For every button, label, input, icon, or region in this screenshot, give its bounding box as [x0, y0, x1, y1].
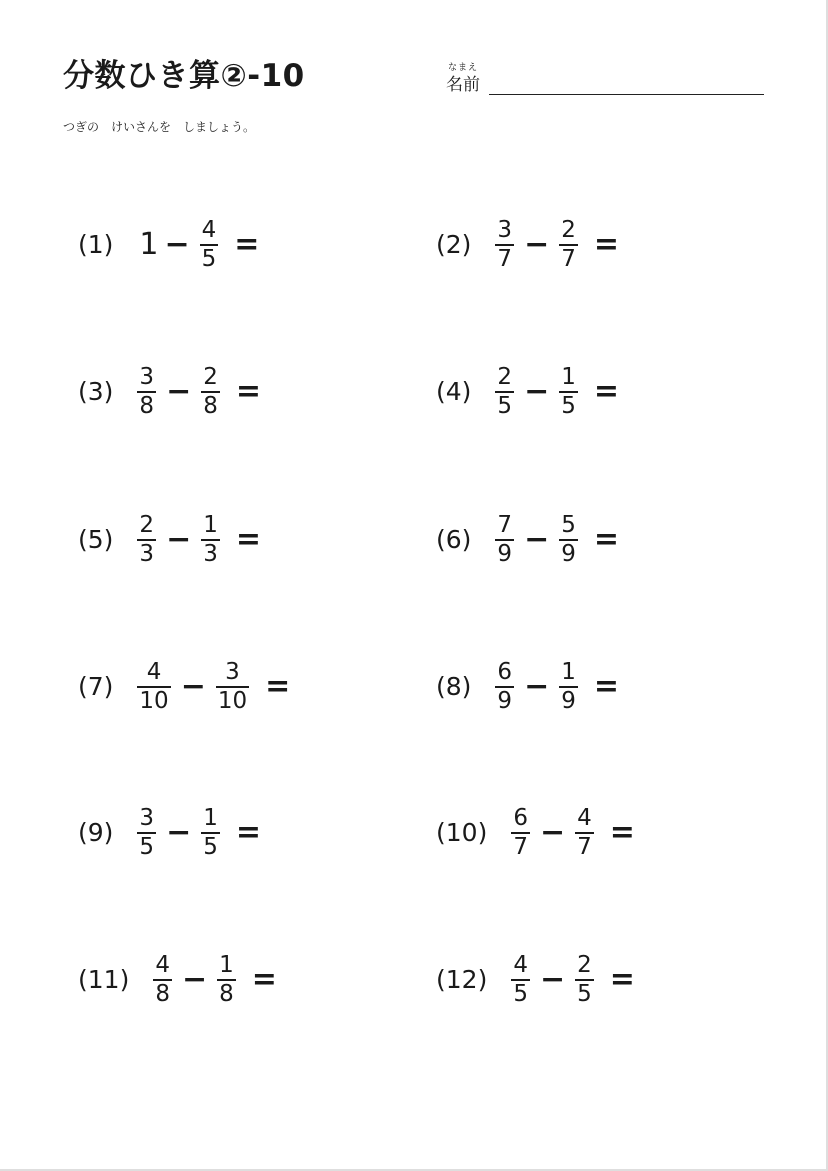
problem-number: (3) [78, 376, 114, 406]
minus-sign: − [166, 521, 192, 557]
instruction-text: つぎの けいさんを しましょう。 [63, 120, 256, 134]
minus-sign: − [524, 373, 550, 409]
denominator: 3 [139, 540, 155, 567]
subtrahend-fraction [216, 660, 249, 713]
subtrahend-fraction [559, 365, 578, 418]
minus-sign: − [166, 814, 192, 850]
minuend-fraction [511, 806, 530, 859]
problem-7 [78, 658, 290, 714]
problem-number: (4) [436, 376, 472, 406]
numerator: 7 [497, 511, 513, 538]
denominator: 5 [203, 833, 218, 860]
subtrahend-fraction [201, 806, 220, 859]
equals-sign: = [234, 226, 260, 262]
minus-sign: − [524, 668, 550, 704]
denominator: 7 [561, 245, 576, 272]
denominator: 3 [203, 540, 218, 567]
numerator: 2 [577, 951, 592, 978]
minuend-fraction [495, 218, 514, 271]
minuend-fraction [495, 513, 514, 566]
denominator: 8 [219, 980, 234, 1007]
denominator: 9 [561, 687, 576, 714]
name-label: 名前 [446, 75, 480, 95]
denominator: 10 [217, 687, 248, 714]
numerator: 3 [139, 363, 155, 390]
equals-sign: = [609, 814, 635, 850]
problem-number: (1) [78, 229, 114, 259]
subtrahend-fraction [575, 806, 594, 859]
problem-number: (8) [436, 671, 472, 701]
numerator: 2 [561, 216, 576, 243]
subtrahend-fraction [201, 513, 220, 566]
denominator: 7 [513, 833, 528, 860]
problem-number: (5) [78, 524, 114, 554]
equals-sign: = [609, 961, 635, 997]
numerator: 1 [219, 951, 234, 978]
subtrahend-fraction [559, 513, 578, 566]
subtrahend-fraction [559, 218, 578, 271]
problem-number: (9) [78, 817, 114, 847]
subtrahend-fraction [200, 218, 219, 271]
minus-sign: − [164, 226, 190, 262]
problem-number: (6) [436, 524, 472, 554]
minus-sign: − [524, 521, 550, 557]
minuend-fraction [137, 365, 156, 418]
subtrahend-fraction [559, 660, 578, 713]
numerator: 4 [155, 951, 170, 978]
numerator: 4 [146, 658, 162, 685]
denominator: 5 [513, 980, 528, 1007]
equals-sign: = [593, 226, 619, 262]
minus-sign: − [524, 226, 550, 262]
denominator: 9 [497, 540, 513, 567]
denominator: 7 [497, 245, 513, 272]
problem-11 [78, 951, 277, 1007]
minuend-fraction [137, 513, 156, 566]
equals-sign: = [235, 814, 261, 850]
numerator: 1 [203, 804, 218, 831]
numerator: 1 [561, 363, 576, 390]
problem-6 [436, 511, 619, 567]
numerator: 3 [497, 216, 513, 243]
equals-sign: = [593, 521, 619, 557]
denominator: 8 [139, 392, 155, 419]
worksheet-title: 分数ひき算②-10 [63, 58, 305, 94]
denominator: 5 [577, 980, 592, 1007]
problem-1 [78, 216, 259, 272]
minus-sign: − [180, 668, 206, 704]
equals-sign: = [593, 668, 619, 704]
equals-sign: = [235, 521, 261, 557]
denominator: 5 [497, 392, 513, 419]
problem-10 [436, 804, 635, 860]
denominator: 5 [561, 392, 576, 419]
name-write-line[interactable] [489, 94, 764, 95]
equals-sign: = [265, 668, 291, 704]
numerator: 4 [201, 216, 217, 243]
whole-number: 1 [139, 226, 159, 262]
equals-sign: = [593, 373, 619, 409]
numerator: 6 [513, 804, 528, 831]
equals-sign: = [235, 373, 261, 409]
name-ruby: なまえ [448, 63, 479, 73]
numerator: 2 [497, 363, 513, 390]
numerator: 4 [577, 804, 592, 831]
numerator: 4 [513, 951, 528, 978]
problem-9 [78, 804, 261, 860]
denominator: 5 [139, 833, 155, 860]
numerator: 2 [139, 511, 155, 538]
problem-number: (12) [436, 964, 488, 994]
problem-number: (11) [78, 964, 130, 994]
minus-sign: − [181, 961, 208, 997]
numerator: 5 [561, 511, 576, 538]
denominator: 8 [203, 392, 218, 419]
minus-sign: − [166, 373, 192, 409]
subtrahend-fraction [201, 365, 220, 418]
problem-number: (10) [436, 817, 488, 847]
denominator: 9 [497, 687, 513, 714]
numerator: 3 [225, 658, 240, 685]
numerator: 1 [561, 658, 576, 685]
minuend-fraction [495, 365, 514, 418]
problem-3 [78, 363, 261, 419]
denominator: 7 [577, 833, 592, 860]
name-field [446, 60, 766, 96]
problem-number: (7) [78, 671, 114, 701]
minuend-fraction [495, 660, 514, 713]
denominator: 9 [561, 540, 576, 567]
problem-5 [78, 511, 261, 567]
minuend-fraction [511, 953, 530, 1006]
numerator: 2 [203, 363, 218, 390]
denominator: 8 [155, 980, 170, 1007]
numerator: 1 [203, 511, 218, 538]
subtrahend-fraction [575, 953, 594, 1006]
problem-2 [436, 216, 619, 272]
problem-4 [436, 363, 619, 419]
problem-8 [436, 658, 619, 714]
subtrahend-fraction [217, 953, 236, 1006]
minuend-fraction [137, 660, 170, 713]
minus-sign: − [539, 814, 566, 850]
problem-number: (2) [436, 229, 472, 259]
minuend-fraction [137, 806, 156, 859]
numerator: 3 [139, 804, 155, 831]
denominator: 10 [139, 687, 169, 714]
minuend-fraction [153, 953, 172, 1006]
denominator: 5 [201, 245, 217, 272]
minus-sign: − [539, 961, 566, 997]
numerator: 6 [497, 658, 513, 685]
problem-12 [436, 951, 635, 1007]
equals-sign: = [251, 961, 277, 997]
